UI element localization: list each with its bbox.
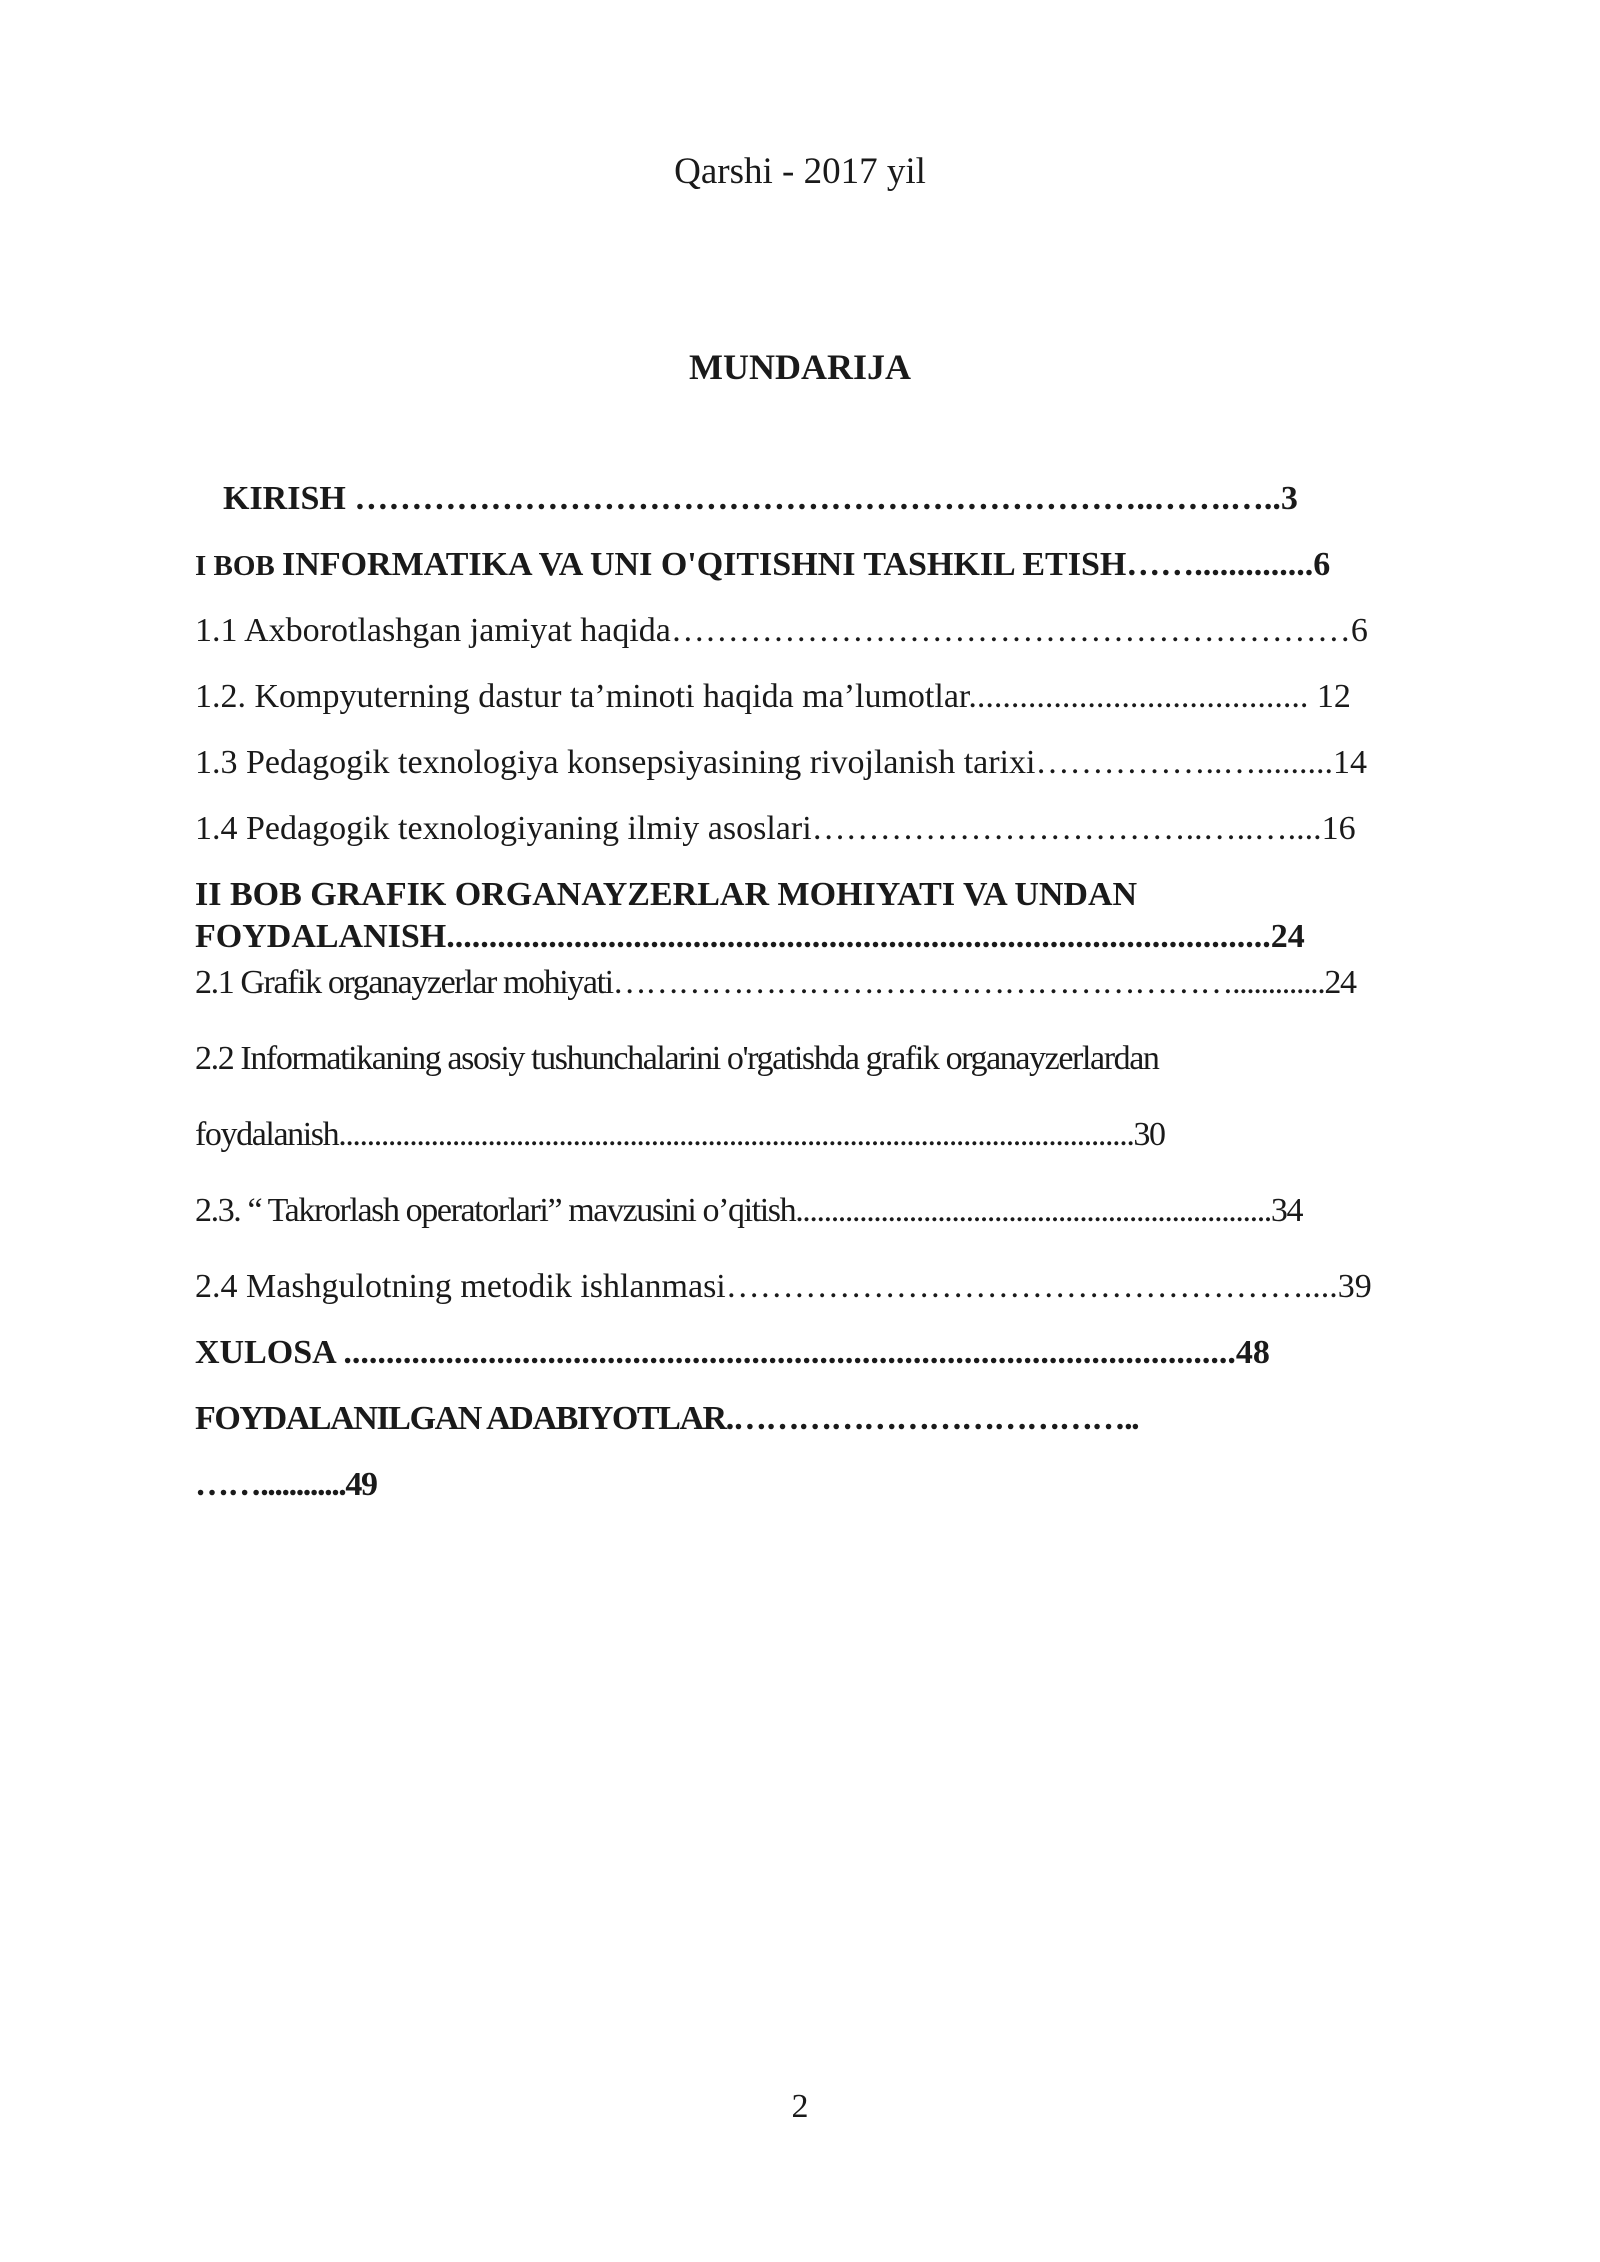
place-date: Qarshi - 2017 yil [674,151,926,192]
toc-entry-chapter-1 [195,546,1505,584]
page-number: 2 [791,2088,809,2125]
toc-entry-introduction: KIRISH ……………………………………………………………..…….…..3 [223,480,1298,517]
toc-title: MUNDARIJA [689,347,911,387]
toc-entry-2-2-line-2: foydalanish................................................................................................................30 [195,1116,1165,1153]
toc-entry-2-4: 2.4 Mashgulotning metodik ishlanmasi……………………………………………....39 [195,1268,1372,1305]
chapter-title: INFORMATIKA VA UNI O'QITISHNI TASHKIL ETISH……..............6 [282,546,1331,583]
toc-entry-conclusion: XULOSA .........................................................................................................48 [195,1334,1270,1371]
toc-entry-2-3: 2.3. “ Takrorlash operatorlari” mavzusini o’qitish...................................................................34 [195,1192,1303,1229]
toc-entry-chapter-2-line-1: II BOB GRAFIK ORGANAYZERLAR MOHIYATI VA UNDAN [195,876,1138,913]
chapter-prefix: I BOB [195,550,283,582]
toc-entry-1-1: 1.1 Axborotlashgan jamiyat haqida……………………………………………………6 [195,612,1368,649]
toc-entry-references-line-1: FOYDALANILGAN ADABIYOTLAR.……………………………….. [195,1400,1139,1437]
toc-entry-1-2: 1.2. Kompyuterning dastur ta’minoti haqida ma’lumotlar........................................ 12 [195,678,1351,715]
toc-entry-2-2-line-1: 2.2 Informatikaning asosiy tushunchalarini o'rgatishda grafik organayzerlardan [195,1040,1159,1077]
toc-entry-chapter-2-line-2: FOYDALANISH.................................................................................................24 [195,918,1305,955]
toc-entry-1-3: 1.3 Pedagogik texnologiya konsepsiyasining rivojlanish tarixi……………..….........14 [195,744,1367,781]
toc-entry-1-4: 1.4 Pedagogik texnologiyaning ilmiy asoslari……………………………..…..…....16 [195,810,1356,847]
toc-entry-references-line-2: ……............49 [195,1466,377,1503]
toc-entry-2-1: 2.1 Grafik organayzerlar mohiyati………………………………………………….............24 [195,964,1356,1001]
